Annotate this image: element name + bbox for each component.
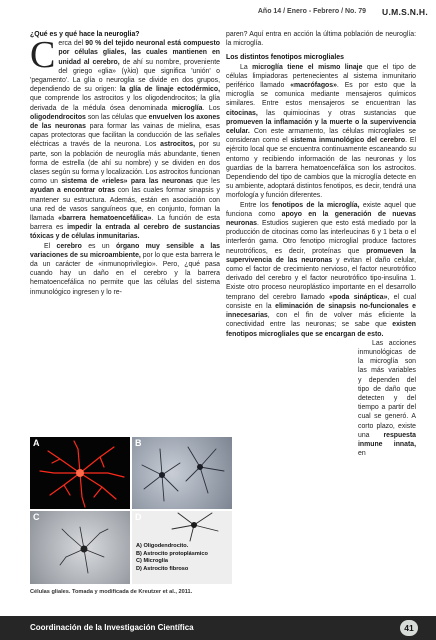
right-paragraph-2-text (226, 202, 416, 338)
left-paragraph-2 (30, 242, 220, 297)
emphasis-text: «macrófagos» (290, 82, 337, 90)
emphasis-text: microglía tiene el mismo linaje (252, 63, 363, 71)
figure-legend (136, 543, 208, 573)
body-text: . La función de esta barrera es (30, 215, 220, 232)
body-text: en (358, 450, 366, 458)
emphasis-text: sistema de «rieles» para las neuronas (61, 178, 193, 186)
right-paragraph-3 (226, 339, 416, 459)
figure-caption: Células gliales. Tomada y modificada de Kreutzer et al., 2011. (30, 589, 193, 595)
legend-item: D) Astrocito fibroso (136, 565, 189, 572)
emphasis-text: citocinas, (226, 109, 258, 117)
panel-label-c: C (33, 512, 40, 522)
footer-text: Coordinación de la Investigación Científica (30, 623, 194, 632)
body-text: son las células que (85, 113, 149, 121)
body-text: existe aquel que funciona como (226, 201, 416, 218)
right-paragraph-3-text (358, 340, 416, 457)
page-header (0, 7, 436, 21)
panel-microglia (30, 511, 130, 584)
body-text: de ahí su nombre, proveniente del griego «glia» (γλία) que significa 'unión' o 'pegamento'. La glía o neuroglia se divide en dos grupos, dependiendo de su origen: (30, 58, 220, 94)
body-text: El (44, 242, 57, 250)
emphasis-text: microglía (171, 104, 203, 112)
panel-fibrous-astrocyte (132, 511, 232, 584)
right-column (226, 30, 416, 487)
emphasis-text: oligodendrocitos (30, 113, 86, 121)
panel-oligodendrocyte (30, 437, 130, 509)
emphasis-text: envuelven los axones de las neuronas (30, 113, 220, 131)
emphasis-text: respuesta inmune innata, (358, 431, 416, 448)
page-footer (0, 616, 436, 640)
body-text: Entre los (240, 201, 273, 209)
drop-cap: C (30, 34, 56, 77)
legend-item: B) Astrocito protoplásmico (136, 550, 208, 557)
emphasis-text: existen fenotipos microgliales que se encargan de esto. (226, 321, 416, 338)
body-text: por su parte, son la población de neuroglía más abundante, tienen forma de estrella (de ahí su nombre) y se dividen en dos clases según su forma y localización. Los astrocitos funcionan como un (30, 141, 220, 186)
emphasis-text: apoyo en la generación de nuevas neuronas (226, 210, 416, 228)
emphasis-text: sistema inmunológico del cerebro (290, 137, 406, 145)
body-text: que el tipo de células limpiadoras pertenecientes al sistema inmunitario periférico llamado (226, 63, 416, 90)
body-text: . Estudios sugieren que esto está mediado por la producción de citocinas como las interleucinas 6 y 1 beta o el interferón gama. Otro fenotipo microglial produce factores neurotróficos, es decir, proteínas que (226, 220, 416, 255)
body-text: y evitan el daño celular, como el factor de crecimiento nervioso, el factor neurotrófico derivado del cerebro y el factor neurotrófico tipo-insulina 1. Existe otro proceso neuroplástico importante en el desarrollo temprano del cerebro llamado (226, 256, 417, 301)
panel-label-a: A (33, 438, 40, 448)
body-text: que comprende los astrocitos y los oligodendrocitos; la glía derivada de la médula ósea denominada (30, 95, 220, 112)
emphasis-text: fenotipos de la microglía, (272, 201, 360, 209)
panel-protoplasmic-astrocyte (132, 437, 232, 509)
body-text: . El ejército local que se encuentra continuamente escaneando su entorno y recibiendo información de las neuronas y los guardias de la barrera hematoencefálica son los astrocitos. Dependiendo del tipo de cambios que la microglía detecte en su ambiente, adoptará distintos fenotipos, es decir, tendrá una morfología y función diferentes. (226, 137, 417, 200)
emphasis-text: la glía de linaje ectodérmico, (119, 86, 220, 94)
body-text: . Los (202, 104, 220, 112)
panel-label-d: D (135, 512, 142, 522)
body-text: . Es por esto que la microglía se comunica mediante mensajeros químicos similares. Entre estos mensajeros se encuentran las (226, 82, 416, 108)
oligodendrocyte-image (30, 437, 130, 509)
left-column (30, 30, 220, 297)
right-paragraph-0: paren? Aquí entra en acción la última población de neuroglía: la microglía. (226, 31, 416, 48)
issue-info: Año 14 / Enero - Febrero / No. 79 (257, 8, 366, 15)
glial-cells-figure (30, 437, 232, 584)
figure-wrap-space (226, 339, 358, 487)
body-text: que les (192, 178, 220, 186)
body-text: erca del (58, 40, 86, 48)
section-heading-phenotypes: Los distintos fenotipos microgliales (226, 54, 344, 62)
right-paragraph-1 (226, 63, 416, 201)
emphasis-text: 90 % del tejido neuronal está compuesto por células gliales, las cuales mantienen en unidad al cerebro, (58, 40, 220, 66)
microglia-image (30, 511, 130, 584)
emphasis-text: promueven la inflamación y la muerte o la supervivencia celular. (226, 118, 416, 136)
body-text: Las acciones inmunológicas de la microglía son las más variables y dependen del tipo de daño que detecten y del tiempo a partir del cual se generó. A corto plazo, existe una (358, 339, 416, 439)
body-text: es un (81, 242, 116, 250)
body-text: Con este armamento, las células microgliales se consideran como el (226, 128, 416, 145)
emphasis-text: «barrera hematoencefálica» (58, 215, 152, 223)
legend-item: C) Microglía (136, 558, 169, 565)
legend-item: A) Oligodendrocito. (136, 543, 189, 549)
body-text: para formar las vainas de mielina, esas capas protectoras que facilitan la conducción de las señales eléctricas a través de la neurona. Los (30, 123, 220, 149)
body-text: , el cual consiste en la (226, 293, 416, 310)
emphasis-text: ayudan a encontrar otras (30, 187, 116, 195)
emphasis-text: «poda sináptica» (329, 293, 388, 301)
emphasis-text: eliminación de sinapsis no-funcionales e innecesarias (226, 302, 416, 320)
page-number: 41 (400, 620, 418, 636)
body-text: , con el fin de volver más eficiente la conectividad entre las neuronas; se sabe que (226, 312, 416, 329)
body-text: con las cuales formar sinapsis y mantener su estructura. Además, están en asociación con una red de vasos sanguíneos que, en conjunto, forman la llamada (30, 187, 220, 223)
brand-name: U.M.S.N.H. (382, 7, 428, 17)
emphasis-text: órgano muy sensible a las variaciones de su microambiente, (30, 242, 221, 259)
body-text: La (240, 63, 253, 71)
emphasis-text: promueven la supervivencia de las neuronas (226, 247, 416, 264)
body-text: por lo que esta barrera le da un carácter de «inmunoprivilegio». Pero, ¿qué pasa cuando hay un daño en el cerebro y la barrera hematoencefálica no permite que las células del sistema inmunológico ingresen y lo re- (30, 251, 221, 296)
body-text: las quimiocinas y otras sustancias que (257, 109, 416, 117)
right-paragraph-2 (226, 201, 416, 339)
section-heading-neuroglia: ¿Qué es y qué hace la neuroglia? (30, 31, 140, 38)
emphasis-text: cerebro (56, 242, 82, 250)
panel-label-b: B (135, 438, 142, 448)
emphasis-text: impedir la entrada al cerebro de sustancias tóxicas y de células inmunitarias. (30, 224, 220, 241)
emphasis-text: astrocitos, (160, 141, 195, 149)
astrocyte-image (132, 437, 232, 509)
